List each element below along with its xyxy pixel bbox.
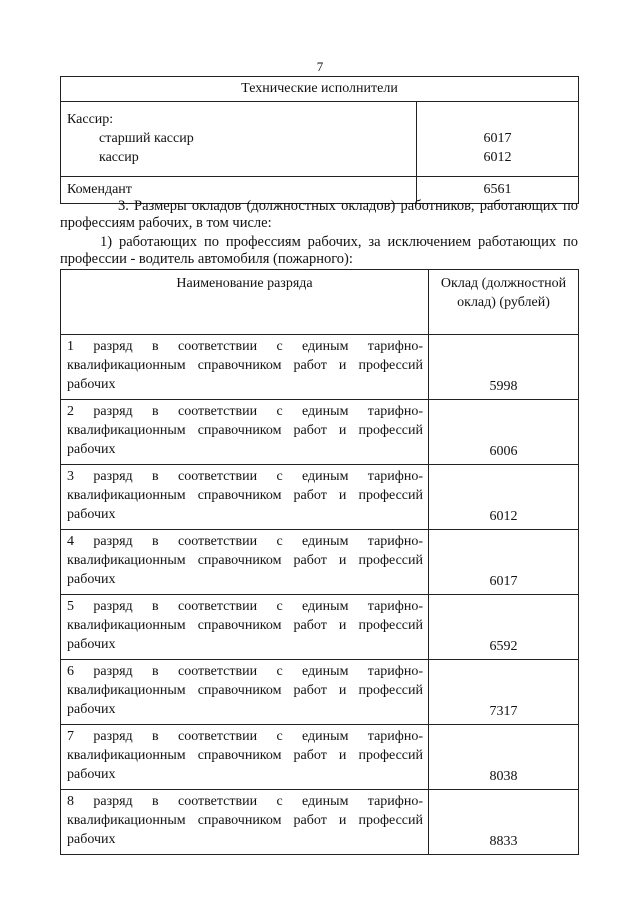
table-row [61,790,579,855]
table-row [61,400,579,465]
grade-salary: 7317 [429,660,579,725]
grade-salary: 6012 [429,465,579,530]
grade-rows [61,335,579,855]
header-salary: Оклад (должностной оклад) (рублей) [429,270,579,335]
table-row [61,595,579,660]
grade-name: 4 разряд в соответствии с единым тарифно-квалификационным справочником работ и профессий рабочих [61,530,429,595]
section-title: Технические исполнители [61,77,579,102]
cashier-cell [61,102,417,177]
table-row [61,530,579,595]
grade-name: 2 разряд в соответствии с единым тарифно-квалификационным справочником работ и профессий рабочих [61,400,429,465]
salary-grade-table [60,269,579,855]
senior-cashier-salary: 6017 [483,131,512,146]
grade-salary: 6592 [429,595,579,660]
grade-name: 8 разряд в соответствии с единым тарифно-квалификационным справочником работ и профессий рабочих [61,790,429,855]
grade-name: 5 разряд в соответствии с единым тарифно-квалификационным справочником работ и профессий рабочих [61,595,429,660]
paragraph-3: 3. Размеры окладов (должностных окладов) работников, работающих по профессиям рабочих, в том числе: [60,198,578,231]
table-row [61,660,579,725]
grade-name: 6 разряд в соответствии с единым тарифно-квалификационным справочником работ и профессий рабочих [61,660,429,725]
paragraph-3-1: 1) работающих по профессиям рабочих, за исключением работающих по профессии - водитель автомобиля (пожарного): [60,234,578,267]
cashier-group-label: Кассир: [67,112,114,127]
table-row [61,725,579,790]
grade-name: 1 разряд в соответствии с единым тарифно-квалификационным справочником работ и профессий рабочих [61,335,429,400]
senior-cashier-label: старший кассир [99,131,194,146]
grade-salary: 6017 [429,530,579,595]
table-row [61,335,579,400]
grade-name: 7 разряд в соответствии с единым тарифно-квалификационным справочником работ и профессий рабочих [61,725,429,790]
grade-name: 3 разряд в соответствии с единым тарифно-квалификационным справочником работ и профессий рабочих [61,465,429,530]
cashier-salary: 6012 [483,150,512,165]
grade-salary: 5998 [429,335,579,400]
cashier-salary-cell [417,102,579,177]
grade-salary: 8038 [429,725,579,790]
page-number: 7 [316,59,324,74]
commandant-label: Комендант [61,177,417,204]
cashier-label: кассир [99,150,139,165]
grade-salary: 6006 [429,400,579,465]
technical-staff-table [60,76,579,204]
header-grade-name: Наименование разряда [61,270,429,335]
commandant-salary: 6561 [417,177,579,204]
grade-salary: 8833 [429,790,579,855]
table-row [61,465,579,530]
